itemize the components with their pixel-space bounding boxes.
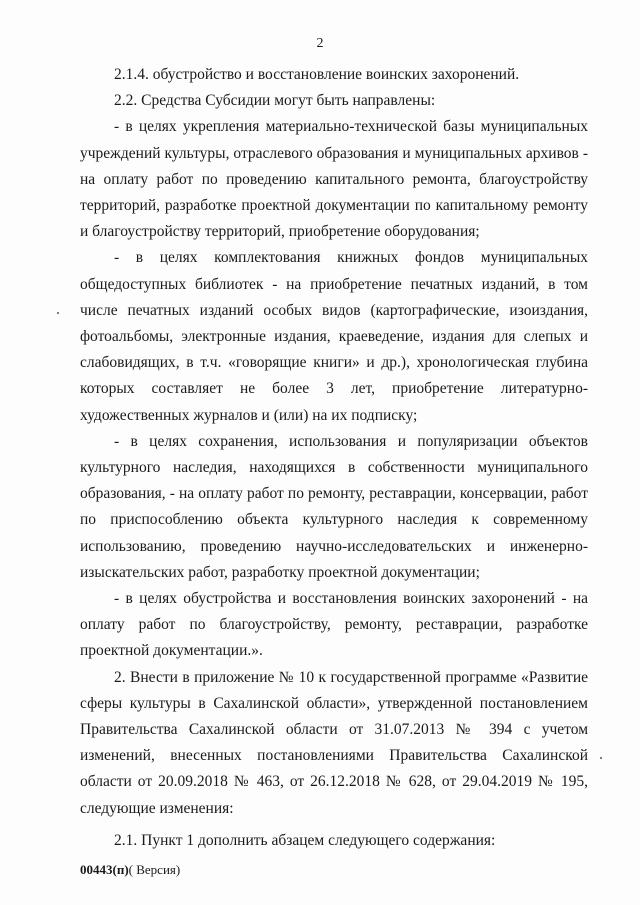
document-footer — [80, 862, 180, 878]
paragraph-2-1: 2.1. Пункт 1 дополнить абзацем следующего содержания: — [114, 831, 496, 849]
paragraph-cultural-heritage: - в целях сохранения, использования и популяризации объектов культурного наследия, находящихся в собственности муниципального образования, - на оплату работ по ремонту, реставрации, консервации, работ по приспособлению объекта культурного наследия к современному использованию, проведению научно-исследовательских и инженерно-изыскательских работ, разработку проектной документации; — [80, 432, 588, 581]
paragraph-amendment-2: 2. Внести в приложение № 10 к государственной программе «Развитие сферы культуры в Сахалинской области», утвержденной постановлением Правительства Сахалинской области от 31.07.2013 № 394 с учетом изменений, внесенных постановлениями Правительства Сахалинской области от 20.09.2018 № 463, от 26.12.2018 № 628, от 29.04.2019 № 195, следующие изменения: — [80, 668, 588, 817]
paragraph-war-graves: - в целях обустройства и восстановления воинских захоронений - на оплату работ по благоустройству, ремонту, реставрации, разработке проектной документации.». — [80, 590, 588, 660]
page-number: 2 — [316, 36, 324, 51]
document-body — [80, 62, 588, 854]
paragraph-material-base: - в целях укрепления материально-технической базы муниципальных учреждений культуры, отраслевого образования и муниципальных архивов - на оплату работ по проведению капитального ремонта, благоустройству территорий, разработке проектной документации по капитальному ремонту и благоустройству территорий, приобретение оборудования; — [80, 118, 588, 241]
paragraph-2-2: 2.2. Средства Субсидии могут быть направлены: — [114, 92, 436, 110]
scan-speck — [600, 757, 602, 759]
document-version: ( Версия) — [128, 862, 181, 877]
paragraph-2-1-4: 2.1.4. обустройство и восстановление воинских захоронений. — [114, 66, 520, 83]
document-id: 00443(п) — [80, 862, 129, 877]
paragraph-library-funds: - в целях комплектования книжных фондов муниципальных общедоступных библиотек - на приобретение печатных изданий, в том числе печатных изданий особых видов (картографические, изоиздания, фотоальбомы, электронные издания, краеведение, издания для слепых и слабовидящих, в т.ч. «говорящие книги» и др.), хронологическая глубина которых составляет не более 3 лет, приобретение литературно-художественных журналов и (или) на их подписку; — [80, 249, 588, 424]
scan-speck — [57, 312, 59, 314]
